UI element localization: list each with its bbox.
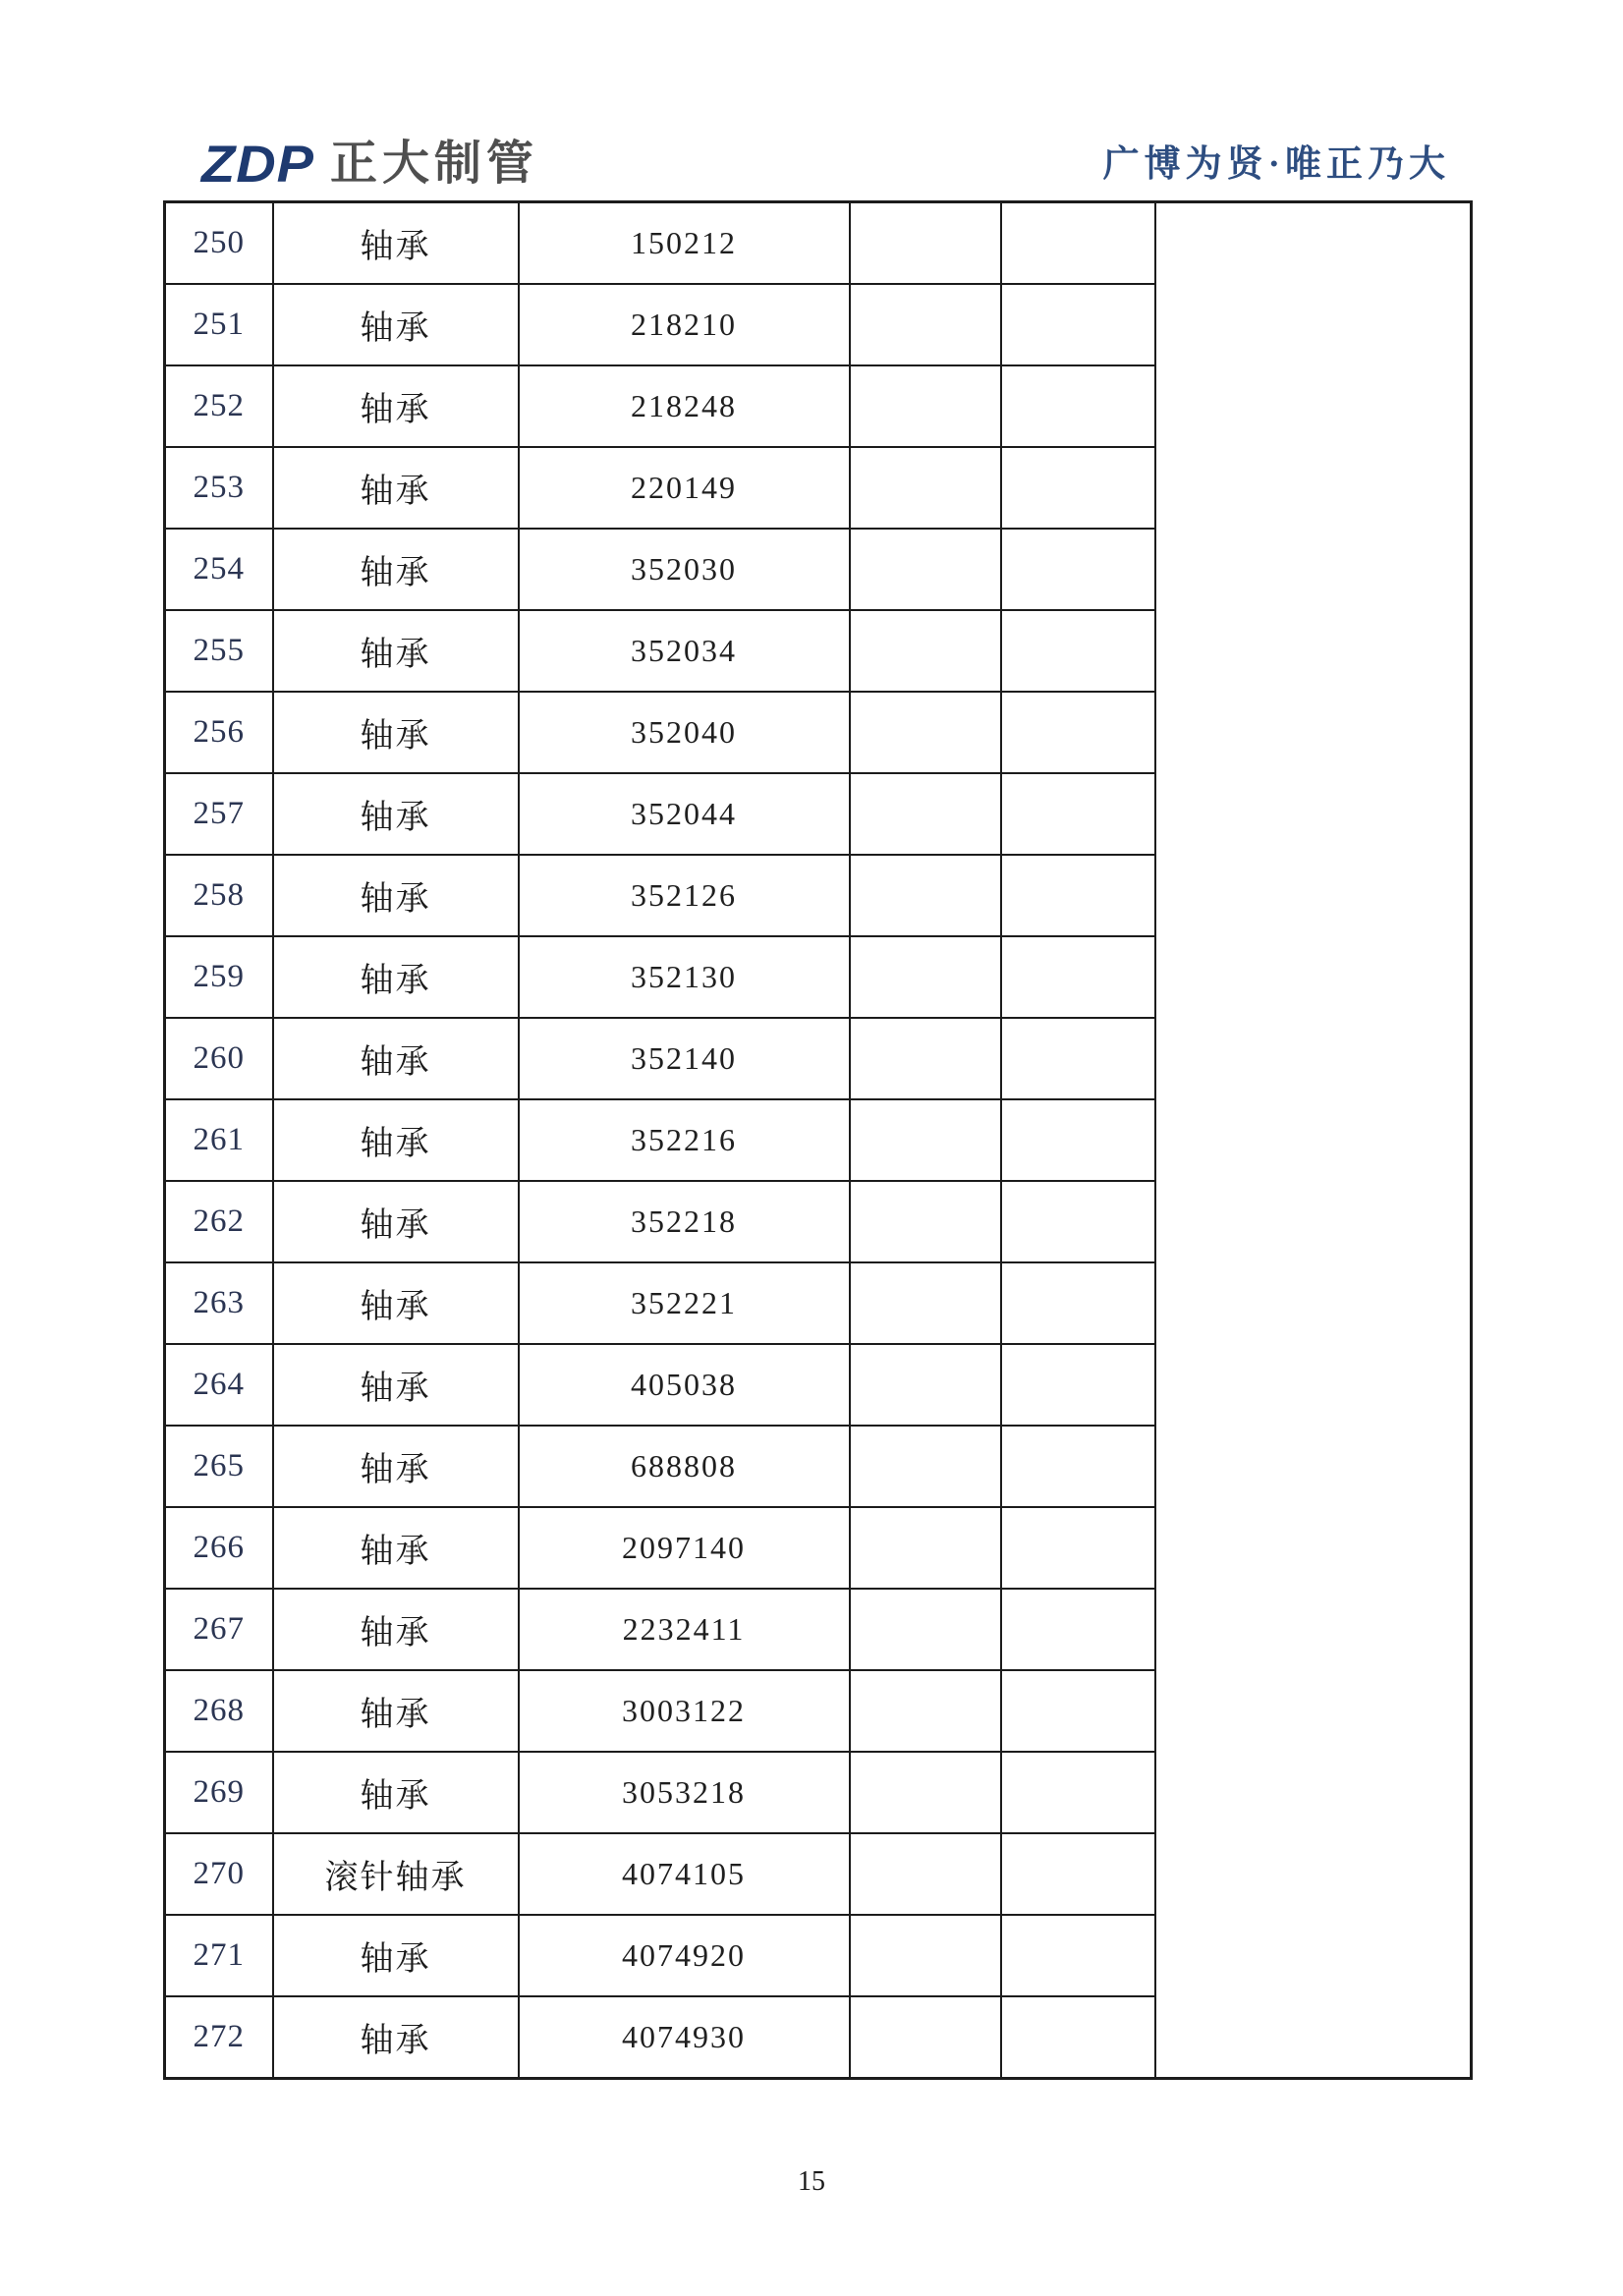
part-code-cell: 3003122 — [519, 1670, 850, 1752]
empty-cell-1 — [850, 1915, 1001, 1996]
part-code-cell: 352216 — [519, 1099, 850, 1181]
part-code-cell: 3053218 — [519, 1752, 850, 1833]
empty-cell-1 — [850, 1099, 1001, 1181]
empty-cell-2 — [1001, 1426, 1155, 1507]
row-number-cell: 267 — [165, 1589, 273, 1670]
row-number-cell: 264 — [165, 1344, 273, 1426]
part-name-cell: 轴承 — [273, 1915, 519, 1996]
row-number-cell: 250 — [165, 202, 273, 285]
row-number-cell: 261 — [165, 1099, 273, 1181]
empty-cell-2 — [1001, 447, 1155, 529]
empty-cell-2 — [1001, 1344, 1155, 1426]
row-number-cell: 272 — [165, 1996, 273, 2079]
empty-cell-2 — [1001, 1181, 1155, 1262]
empty-cell-2 — [1001, 610, 1155, 692]
part-name-cell: 轴承 — [273, 284, 519, 365]
part-code-cell: 4074930 — [519, 1996, 850, 2079]
row-number-cell: 268 — [165, 1670, 273, 1752]
empty-cell-1 — [850, 1262, 1001, 1344]
empty-cell-1 — [850, 1018, 1001, 1099]
row-number-cell: 258 — [165, 855, 273, 936]
empty-cell-1 — [850, 365, 1001, 447]
row-number-cell: 255 — [165, 610, 273, 692]
part-name-cell: 轴承 — [273, 529, 519, 610]
parts-table — [163, 200, 1473, 2080]
row-number-cell: 266 — [165, 1507, 273, 1589]
empty-cell-2 — [1001, 692, 1155, 773]
empty-cell-1 — [850, 1181, 1001, 1262]
empty-cell-2 — [1001, 284, 1155, 365]
part-code-cell: 2097140 — [519, 1507, 850, 1589]
part-code-cell: 220149 — [519, 447, 850, 529]
part-name-cell: 轴承 — [273, 1181, 519, 1262]
table-row — [165, 202, 1472, 285]
empty-cell-1 — [850, 284, 1001, 365]
part-name-cell: 轴承 — [273, 1507, 519, 1589]
empty-cell-2 — [1001, 1099, 1155, 1181]
row-number-cell: 253 — [165, 447, 273, 529]
empty-cell-1 — [850, 202, 1001, 285]
part-code-cell: 352030 — [519, 529, 850, 610]
part-name-cell: 轴承 — [273, 447, 519, 529]
row-number-cell: 259 — [165, 936, 273, 1018]
empty-cell-1 — [850, 773, 1001, 855]
part-name-cell: 轴承 — [273, 202, 519, 285]
empty-cell-1 — [850, 529, 1001, 610]
empty-cell-1 — [850, 447, 1001, 529]
row-number-cell: 257 — [165, 773, 273, 855]
empty-cell-2 — [1001, 1507, 1155, 1589]
company-name: 正大制管 — [330, 138, 539, 190]
empty-cell-2 — [1001, 1833, 1155, 1915]
empty-cell-2 — [1001, 1915, 1155, 1996]
part-name-cell: 轴承 — [273, 610, 519, 692]
row-number-cell: 270 — [165, 1833, 273, 1915]
part-code-cell: 352034 — [519, 610, 850, 692]
empty-cell-1 — [850, 610, 1001, 692]
part-name-cell: 滚针轴承 — [273, 1833, 519, 1915]
part-name-cell: 轴承 — [273, 1344, 519, 1426]
part-name-cell: 轴承 — [273, 1670, 519, 1752]
empty-cell-1 — [850, 1426, 1001, 1507]
empty-cell-2 — [1001, 1018, 1155, 1099]
company-slogan: 广博为贤·唯正乃大 — [1102, 144, 1450, 185]
company-logo — [201, 134, 538, 195]
empty-cell-2 — [1001, 773, 1155, 855]
empty-cell-2 — [1001, 1996, 1155, 2079]
part-name-cell: 轴承 — [273, 1262, 519, 1344]
empty-cell-2 — [1001, 529, 1155, 610]
row-number-cell: 254 — [165, 529, 273, 610]
part-code-cell: 150212 — [519, 202, 850, 285]
row-number-cell: 271 — [165, 1915, 273, 1996]
empty-cell-1 — [850, 1670, 1001, 1752]
row-number-cell: 252 — [165, 365, 273, 447]
parts-table-body — [165, 202, 1472, 2079]
empty-cell-2 — [1001, 1752, 1155, 1833]
part-code-cell: 352044 — [519, 773, 850, 855]
empty-cell-2 — [1001, 855, 1155, 936]
part-name-cell: 轴承 — [273, 692, 519, 773]
row-number-cell: 265 — [165, 1426, 273, 1507]
row-number-cell: 262 — [165, 1181, 273, 1262]
part-code-cell: 352040 — [519, 692, 850, 773]
empty-cell-2 — [1001, 1262, 1155, 1344]
part-name-cell: 轴承 — [273, 936, 519, 1018]
empty-cell-1 — [850, 936, 1001, 1018]
part-name-cell: 轴承 — [273, 855, 519, 936]
part-name-cell: 轴承 — [273, 1018, 519, 1099]
part-code-cell: 352130 — [519, 936, 850, 1018]
empty-cell-2 — [1001, 202, 1155, 285]
empty-cell-1 — [850, 1344, 1001, 1426]
empty-cell-1 — [850, 1752, 1001, 1833]
part-code-cell: 352218 — [519, 1181, 850, 1262]
empty-cell-1 — [850, 1507, 1001, 1589]
part-code-cell: 405038 — [519, 1344, 850, 1426]
part-code-cell: 352126 — [519, 855, 850, 936]
row-number-cell: 256 — [165, 692, 273, 773]
remarks-merged-cell — [1155, 202, 1472, 2079]
empty-cell-2 — [1001, 1589, 1155, 1670]
part-code-cell: 218210 — [519, 284, 850, 365]
row-number-cell: 269 — [165, 1752, 273, 1833]
empty-cell-1 — [850, 1996, 1001, 2079]
part-name-cell: 轴承 — [273, 773, 519, 855]
empty-cell-1 — [850, 855, 1001, 936]
empty-cell-2 — [1001, 365, 1155, 447]
part-code-cell: 352221 — [519, 1262, 850, 1344]
empty-cell-1 — [850, 1589, 1001, 1670]
zdp-logo-text: ZDP — [201, 134, 314, 194]
part-name-cell: 轴承 — [273, 1426, 519, 1507]
row-number-cell: 263 — [165, 1262, 273, 1344]
part-code-cell: 2232411 — [519, 1589, 850, 1670]
empty-cell-1 — [850, 1833, 1001, 1915]
part-code-cell: 4074920 — [519, 1915, 850, 1996]
part-code-cell: 688808 — [519, 1426, 850, 1507]
part-code-cell: 352140 — [519, 1018, 850, 1099]
row-number-cell: 251 — [165, 284, 273, 365]
part-name-cell: 轴承 — [273, 365, 519, 447]
empty-cell-1 — [850, 692, 1001, 773]
empty-cell-2 — [1001, 936, 1155, 1018]
part-code-cell: 4074105 — [519, 1833, 850, 1915]
part-name-cell: 轴承 — [273, 1996, 519, 2079]
row-number-cell: 260 — [165, 1018, 273, 1099]
part-name-cell: 轴承 — [273, 1752, 519, 1833]
empty-cell-2 — [1001, 1670, 1155, 1752]
part-code-cell: 218248 — [519, 365, 850, 447]
part-name-cell: 轴承 — [273, 1099, 519, 1181]
part-name-cell: 轴承 — [273, 1589, 519, 1670]
page-number: 15 — [798, 2166, 825, 2197]
